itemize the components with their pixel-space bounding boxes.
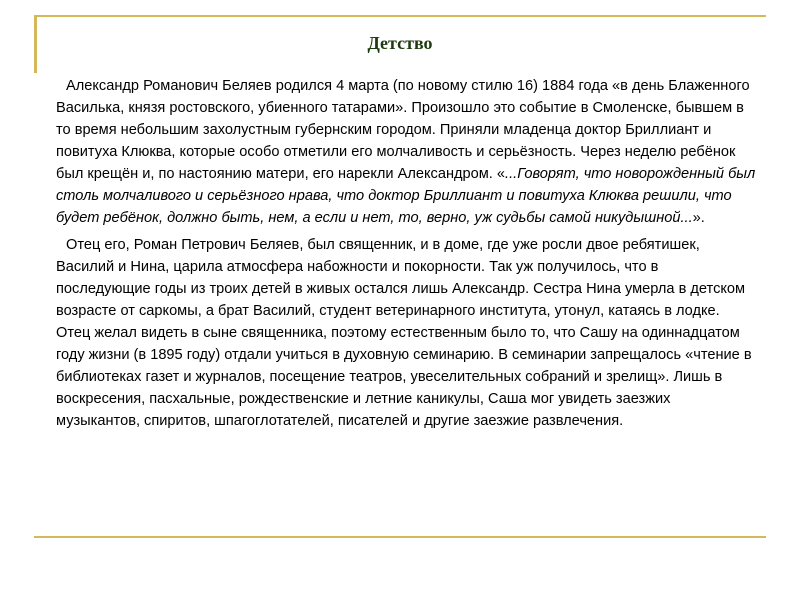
- paragraph-family: Отец его, Роман Петрович Беляев, был священник, и в доме, где уже росли двое ребятишек, Василий и Нина, царила атмосфера набожности и покорности. Так уж получилось, что в последующие годы из троих детей в живых остался лишь Александр. Сестра Нина умерла в детском возрасте от саркомы, а брат Василий, студент ветеринарного института, утонул, катаясь в лодке. Отец желал видеть в сыне священника, поэтому естественным было то, что Сашу на одиннадцатом году жизни (в 1895 году) отдали учиться в духовную семинарию. В семинарии запрещалось «чтение в библиотеках газет и журналов, посещение театров, увеселительных собраний и зрелищ». Лишь в воскресения, пасхальные, рождественские и летние каникулы, Саша мог увидеть заезжих музыкантов, спиритов, шпагоглотателей, писателей и другие заезжие развлечения.: [56, 237, 752, 429]
- frame-bottom-line: [34, 536, 766, 538]
- slide-title: Детство: [367, 33, 433, 53]
- quote-close: ».: [692, 210, 705, 226]
- paragraph-birth-text: Александр Романович Беляев родился 4 марта (по новому стилю 16) 1884 года «в день Блаженного Василька, князя ростовского, убиенного татарами». Произошло это событие в Смоленске, бывшем в то время небольшим захолустным губернским городом. Приняли младенца доктор Бриллиант и повитуха Клюква, которые особо отметили его молчаливость и серьёзность. Через неделю ребёнок был крещён и, по настоянию матери, его нарекли Александром. «: [56, 78, 750, 182]
- quote-text: ...Говорят, что новорожденный был столь молчаливого и серьёзного нрава, что доктор Бриллиант и повитуха Клюква решили, что будет ребёнок, должно быть, нем, а если и нет, то, верно, уж судьбы самой никудышной...: [56, 166, 756, 226]
- slide-body: [56, 75, 756, 437]
- frame-top-line: [34, 15, 766, 17]
- paragraph-birth: [56, 75, 756, 229]
